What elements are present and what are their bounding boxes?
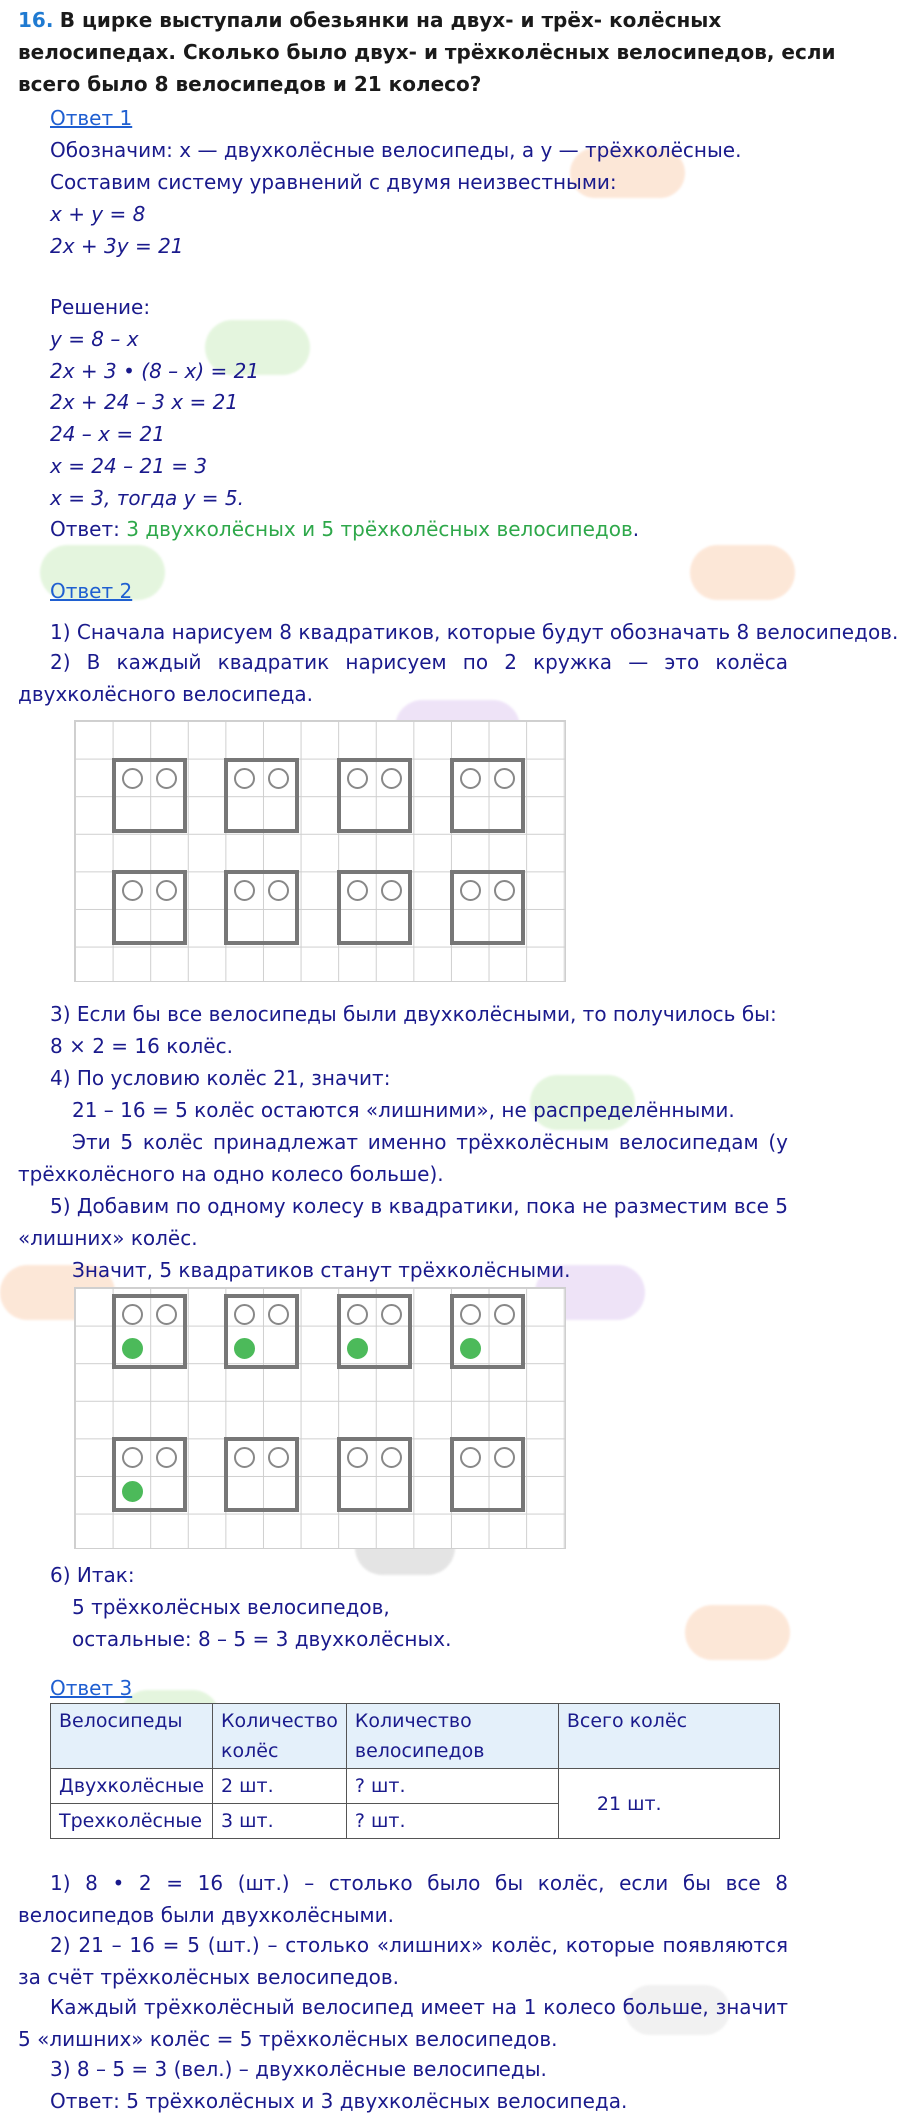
watermark (685, 1605, 790, 1660)
a1-answer: Ответ: 3 двухколёсных и 5 трёхколёсных велосипедов. (50, 517, 640, 541)
bicycle-box (224, 870, 299, 945)
wheel (122, 1447, 143, 1468)
wheel (234, 880, 255, 901)
a2-step-6: 6) Итак: (50, 1563, 135, 1587)
extra-wheel (347, 1338, 368, 1359)
a3-answer: Ответ: 5 трёхколёсных и 3 двухколёсных велосипеда. (50, 2089, 628, 2113)
a3-note: Каждый трёхколёсный велосипед имеет на 1 колесо больше, значит 5 «лишних» колёс = 5 трёхколёсных велосипедов. (18, 1995, 788, 2051)
table-header-row (51, 1704, 780, 1769)
bicycle-box (450, 870, 525, 945)
a2-step-4-calc: 21 – 16 = 5 колёс остаются «лишними», не распределёнными. (72, 1098, 735, 1122)
wheel (494, 1304, 515, 1325)
a1-line-2: Составим систему уравнений с двумя неизвестными: (50, 170, 617, 194)
wheel (494, 1447, 515, 1468)
table-header-cell: Количество велосипедов (346, 1704, 558, 1769)
a1-answer-value: 3 двухколёсных и 5 трёхколёсных велосипедов (126, 517, 633, 541)
table-cell: Двухколёсные (51, 1769, 213, 1804)
wheel (494, 768, 515, 789)
a2-step-4: 4) По условию колёс 21, значит: (50, 1066, 391, 1090)
wheel (156, 1447, 177, 1468)
a1-equation-2: 2x + 3y = 21 (50, 234, 184, 258)
answer-1-heading: Ответ 1 (50, 106, 133, 130)
table-cell: ? шт. (346, 1804, 558, 1839)
wheel (347, 1304, 368, 1325)
wheel (156, 768, 177, 789)
a3-step-1: 1) 8 • 2 = 16 (шт.) – столько было бы колёс, если бы все 8 велосипедов были двухколёсными. (18, 1871, 788, 1927)
extra-wheel (234, 1338, 255, 1359)
bicycle-box (112, 1294, 187, 1369)
bicycle-box (450, 758, 525, 833)
wheel (268, 880, 289, 901)
task-number: 16. (18, 8, 54, 32)
bicycle-box (450, 1437, 525, 1512)
wheel (381, 880, 402, 901)
data-table (50, 1703, 780, 1839)
wheel (122, 768, 143, 789)
a2-step-2: 2) В каждый квадратик нарисуем по 2 кружка — это колёса двухколёсного велосипеда. (18, 650, 788, 706)
wheel (234, 768, 255, 789)
task-line-2: велосипедах. Сколько было двух- и трёхколёсных велосипедов, если (18, 40, 836, 64)
table-header-cell: Количество колёс (213, 1704, 347, 1769)
a1-line-1: Обозначим: x — двухколёсные велосипеды, а у — трёхколёсные. (50, 138, 742, 162)
a1-step-2: 2x + 3 • (8 – x) = 21 (50, 359, 260, 383)
wheel (347, 768, 368, 789)
bicycle-box (337, 1294, 412, 1369)
a3-step-2: 2) 21 – 16 = 5 (шт.) – столько «лишних» колёс, которые появляются за счёт трёхколёсных велосипедов. (18, 1933, 788, 1989)
extra-wheel (122, 1481, 143, 1502)
table-cell: 3 шт. (213, 1804, 347, 1839)
wheel (460, 1447, 481, 1468)
wheel (156, 880, 177, 901)
extra-wheel (122, 1338, 143, 1359)
a2-step-5: 5) Добавим по одному колесу в квадратики, пока не разместим все 5 «лишних» колёс. (18, 1194, 788, 1250)
wheel (122, 1304, 143, 1325)
wheel (156, 1304, 177, 1325)
wheel (381, 768, 402, 789)
a2-step-3: 3) Если бы все велосипеды были двухколёсными, то получилось бы: (50, 1002, 777, 1026)
table-header-cell: Велосипеды (51, 1704, 213, 1769)
bicycle-box (337, 870, 412, 945)
table-header-cell: Всего колёс (558, 1704, 779, 1769)
wheel (381, 1304, 402, 1325)
bicycle-box (450, 1294, 525, 1369)
watermark (690, 545, 795, 600)
wheel (347, 1447, 368, 1468)
wheel (122, 880, 143, 901)
table-row (51, 1769, 780, 1804)
wheel (460, 1304, 481, 1325)
bicycle-box (112, 870, 187, 945)
table-total-cell: 21 шт. (558, 1769, 779, 1839)
wheel (234, 1447, 255, 1468)
a2-step-6-three: 5 трёхколёсных велосипедов, (72, 1595, 390, 1619)
a1-step-5: x = 24 – 21 = 3 (50, 454, 208, 478)
a1-step-1: у = 8 – x (50, 327, 139, 351)
extra-wheel (460, 1338, 481, 1359)
table-cell: Трехколёсные (51, 1804, 213, 1839)
bicycle-box (224, 1437, 299, 1512)
grid-figure-2 (74, 1287, 566, 1549)
wheel (268, 768, 289, 789)
wheel (347, 880, 368, 901)
a1-equation-1: x + у = 8 (50, 202, 146, 226)
wheel (381, 1447, 402, 1468)
a1-step-6: x = 3, тогда у = 5. (50, 486, 244, 510)
wheel (268, 1447, 289, 1468)
wheel (460, 768, 481, 789)
a2-step-5-note: Значит, 5 квадратиков станут трёхколёсными. (72, 1258, 571, 1282)
bicycle-box (112, 1437, 187, 1512)
task-line-3: всего было 8 велосипедов и 21 колесо? (18, 72, 482, 96)
a2-step-1: 1) Сначала нарисуем 8 квадратиков, которые будут обозначать 8 велосипедов. (50, 620, 898, 644)
table-cell: ? шт. (346, 1769, 558, 1804)
wheel (234, 1304, 255, 1325)
a3-step-3: 3) 8 – 5 = 3 (вел.) – двухколёсные велосипеды. (50, 2057, 547, 2081)
a1-solution-label: Решение: (50, 295, 151, 319)
grid-figure-1 (74, 720, 566, 982)
bicycle-box (224, 758, 299, 833)
bicycle-box (337, 1437, 412, 1512)
table-cell: 2 шт. (213, 1769, 347, 1804)
bicycle-box (337, 758, 412, 833)
wheel (460, 880, 481, 901)
bicycle-box (112, 758, 187, 833)
a2-step-3-calc: 8 × 2 = 16 колёс. (50, 1034, 233, 1058)
a2-step-6-two: остальные: 8 – 5 = 3 двухколёсных. (72, 1627, 452, 1651)
answer-2-heading: Ответ 2 (50, 579, 133, 603)
wheel (268, 1304, 289, 1325)
wheel (494, 880, 515, 901)
task-line-1: 16. В цирке выступали обезьянки на двух- и трёх- колёсных (18, 8, 722, 32)
a1-step-3: 2x + 24 – 3 x = 21 (50, 390, 239, 414)
a1-step-4: 24 – x = 21 (50, 422, 165, 446)
answer-3-heading: Ответ 3 (50, 1676, 133, 1700)
bicycle-box (224, 1294, 299, 1369)
a2-step-4-note: Эти 5 колёс принадлежат именно трёхколёсным велосипедам (у трёхколёсного на одно колесо больше). (18, 1130, 788, 1186)
